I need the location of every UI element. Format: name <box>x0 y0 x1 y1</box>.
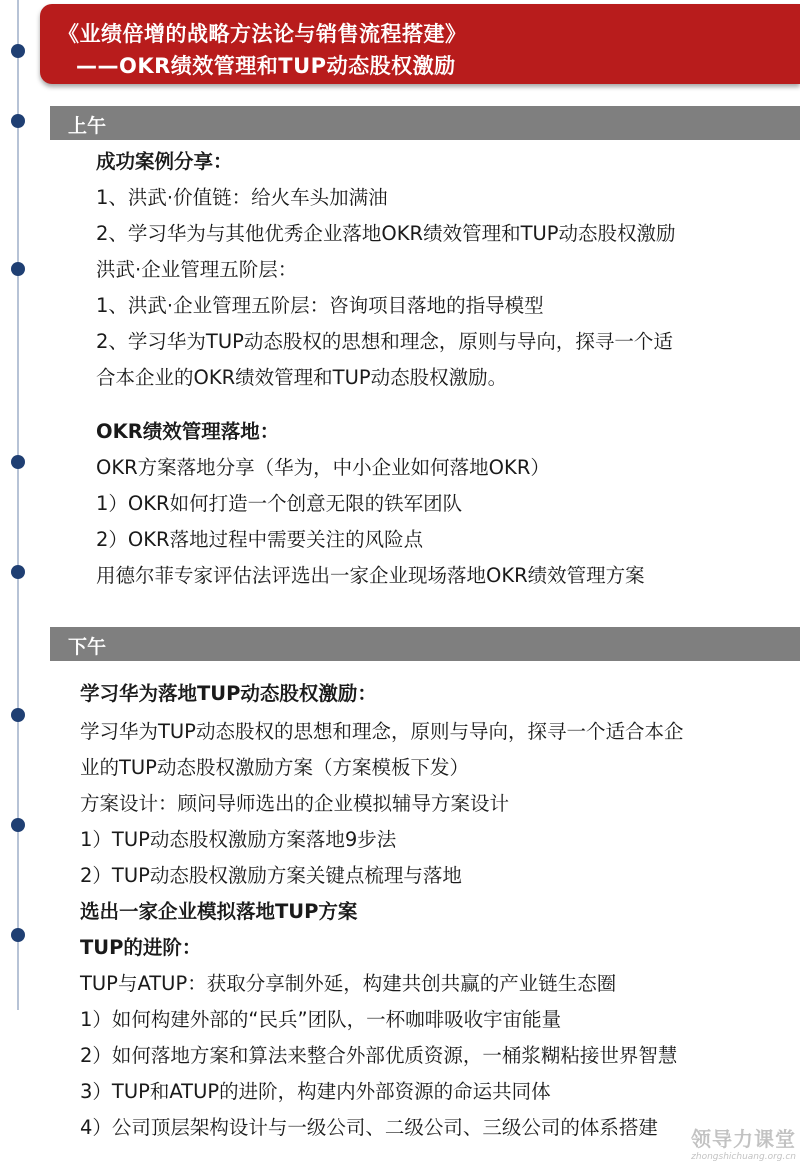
timeline-dot <box>11 565 25 579</box>
course-subtitle: ——OKR绩效管理和TUP动态股权激励 <box>76 54 456 78</box>
agenda-line: 1）如何构建外部的“民兵”团队，一杯咖啡吸收宇宙能量 <box>80 1008 562 1031</box>
agenda-line: OKR方案落地分享（华为，中小企业如何落地OKR） <box>96 456 550 479</box>
agenda-line: 1）TUP动态股权激励方案落地9步法 <box>80 828 397 851</box>
timeline-dot <box>11 114 25 128</box>
timeline-dot <box>11 818 25 832</box>
section-label: 上午 <box>68 115 107 137</box>
agenda-line: 方案设计：顾问导师选出的企业模拟辅导方案设计 <box>80 792 510 815</box>
agenda-line: 2、学习华为TUP动态股权的思想和理念，原则与导向，探寻一个适 <box>96 330 673 353</box>
agenda-line: 合本企业的OKR绩效管理和TUP动态股权激励。 <box>96 366 508 389</box>
watermark-url: zhongshichuang.org.cn <box>691 1152 796 1162</box>
timeline-dot <box>11 708 25 722</box>
agenda-line: 洪武·企业管理五阶层： <box>96 258 298 281</box>
timeline-line <box>17 0 19 1010</box>
course-title: 《业绩倍增的战略方法论与销售流程搭建》 <box>58 22 467 46</box>
timeline-dot <box>11 262 25 276</box>
agenda-line: 2）OKR落地过程中需要关注的风险点 <box>96 528 424 551</box>
section-subheading: 选出一家企业模拟落地TUP方案 <box>80 900 358 923</box>
timeline-dot <box>11 44 25 58</box>
agenda-line: 2、学习华为与其他优秀企业落地OKR绩效管理和TUP动态股权激励 <box>96 222 676 245</box>
watermark <box>691 1123 796 1162</box>
agenda-line: 学习华为TUP动态股权的思想和理念，原则与导向，探寻一个适合本企 <box>80 720 684 743</box>
agenda-line: TUP与ATUP：获取分享制外延，构建共创共赢的产业链生态圈 <box>80 972 617 995</box>
agenda-line: 用德尔菲专家评估法评选出一家企业现场落地OKR绩效管理方案 <box>96 564 645 587</box>
section-label: 下午 <box>68 636 107 658</box>
agenda-line: 2）TUP动态股权激励方案关键点梳理与落地 <box>80 864 462 887</box>
section-header-afternoon <box>50 627 800 661</box>
section-subheading: 成功案例分享： <box>96 150 233 173</box>
agenda-line: 4）公司顶层架构设计与一级公司、二级公司、三级公司的体系搭建 <box>80 1116 658 1139</box>
agenda-line: 1、洪武·企业管理五阶层：咨询项目落地的指导模型 <box>96 294 544 317</box>
agenda-line: 2）如何落地方案和算法来整合外部优质资源，一桶浆糊粘接世界智慧 <box>80 1044 678 1067</box>
section-subheading: TUP的进阶： <box>80 936 202 959</box>
section-subheading: 学习华为落地TUP动态股权激励： <box>80 682 377 705</box>
timeline-dot <box>11 455 25 469</box>
agenda-line: 1、洪武·价值链：给火车头加满油 <box>96 186 388 209</box>
section-header-morning <box>50 106 800 140</box>
agenda-line: 业的TUP动态股权激励方案（方案模板下发） <box>80 756 469 779</box>
section-subheading: OKR绩效管理落地： <box>96 420 280 443</box>
timeline-dot <box>11 928 25 942</box>
agenda-line: 3）TUP和ATUP的进阶，构建内外部资源的命运共同体 <box>80 1080 551 1103</box>
title-banner <box>40 4 800 84</box>
watermark-logo-text: 领导力课堂 <box>691 1127 796 1151</box>
agenda-line: 1）OKR如何打造一个创意无限的铁军团队 <box>96 492 463 515</box>
